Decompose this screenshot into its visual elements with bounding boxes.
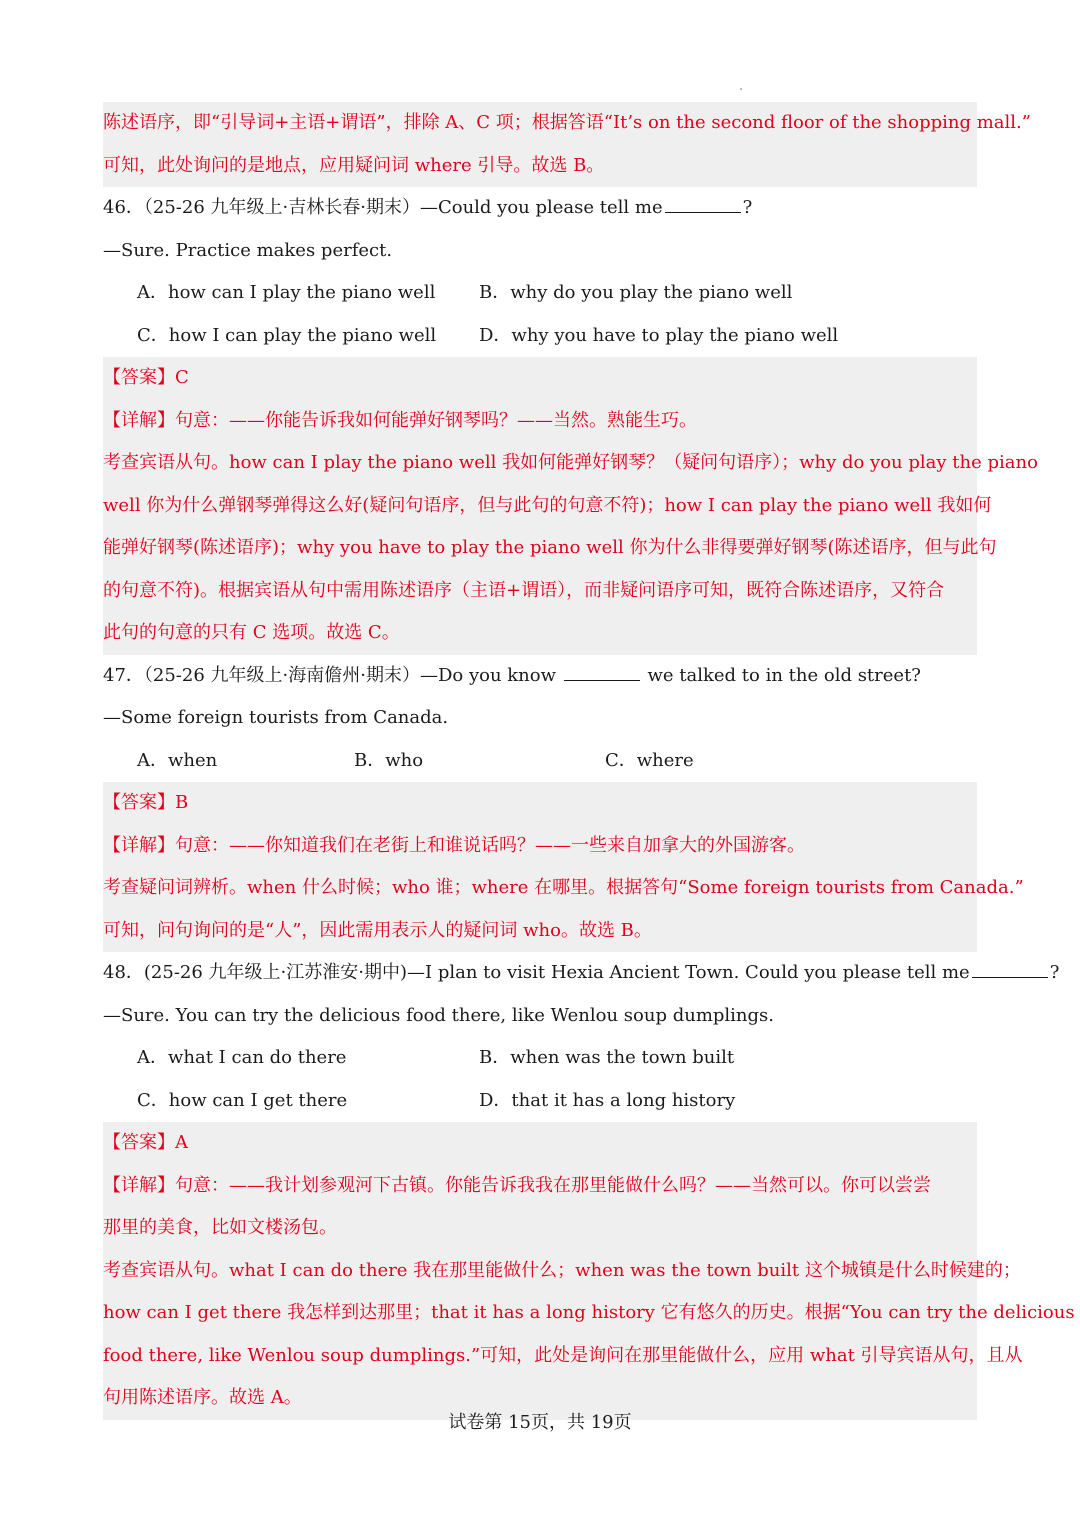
explanation-line: 句用陈述语序。故选 A。 <box>103 1387 302 1408</box>
option-d: D．that it has a long history <box>479 1089 736 1111</box>
scan-dot <box>740 88 742 90</box>
q48-stem-end: ? <box>1049 962 1060 983</box>
explanation-line: 【详解】句意：——我计划参观河下古镇。你能告诉我我在那里能做什么吗？——当然可以。你可以尝尝 <box>103 1174 931 1196</box>
explanation-line: 考查宾语从句。what I can do there 我在那里能做什么；when was the town built 这个城镇是什么时候建的； <box>103 1259 1021 1281</box>
q47-stem-end: we talked to in the old street? <box>647 664 921 686</box>
q46-options-row <box>103 272 977 315</box>
explanation-line: how can I get there 我怎样到达那里；that it has a long history 它有悠久的历史。根据“You can try the delicious <box>103 1302 1075 1323</box>
q46-options-row <box>103 315 977 358</box>
q48-reply: —Sure. You can try the delicious food there, like Wenlou soup dumplings. <box>103 1004 775 1026</box>
q46-stem-end: ? <box>742 197 753 218</box>
q48-stem <box>103 952 1060 995</box>
explanation-line: 那里的美食，比如文楼汤包。 <box>103 1217 337 1238</box>
q46-reply: —Sure. Practice makes perfect. <box>103 239 393 261</box>
option-c: C．where <box>605 749 694 771</box>
option-c: C．how I can play the piano well <box>137 324 437 346</box>
explanation-line: 陈述语序，即“引导词+主语+谓语”，排除 A、C 项；根据答语“It’s on the second floor of the shopping mall.” <box>103 112 1031 133</box>
q46-stem-text: 46．（25-26 九年级上·吉林长春·期末）—Could you please tell me <box>103 197 663 218</box>
answer-line: 【答案】B <box>103 792 189 813</box>
explanation-line: 此句的句意的只有 C 选项。故选 C。 <box>103 622 400 643</box>
explanation-line: 【详解】句意：——你能告诉我如何能弹好钢琴吗？——当然。熟能生巧。 <box>103 409 697 431</box>
q46-stem <box>103 187 977 230</box>
explanation-line: 考查宾语从句。how can I play the piano well 我如何能弹好钢琴？（疑问句语序）；why do you play the piano <box>103 452 1038 473</box>
answer-blank <box>665 198 741 213</box>
q47-reply: —Some foreign tourists from Canada. <box>103 707 449 728</box>
q48-options-row <box>103 1080 977 1123</box>
explanation-line: 能弹好钢琴(陈述语序)；why you have to play the piano well 你为什么非得要弹好钢琴(陈述语序，但与此句 <box>103 537 997 558</box>
q47-stem-text: 47．（25-26 九年级上·海南儋州·期末）—Do you know <box>103 664 557 686</box>
page-footer: 试卷第 15页，共 19页 <box>448 1412 632 1433</box>
document-body <box>103 102 1075 1420</box>
q48-stem-text: 48．(25-26 九年级上·江苏淮安·期中)—I plan to visit Hexia Ancient Town. Could you please tell me <box>103 962 970 983</box>
answer-line: 【答案】C <box>103 367 189 388</box>
q47-stem <box>103 655 977 698</box>
option-a: A．when <box>137 749 218 771</box>
q48-options-row <box>103 1037 977 1080</box>
explanation-line: food there, like Wenlou soup dumplings.”可知，此处是询问在那里能做什么，应用 what 引导宾语从句，且从 <box>103 1344 1023 1366</box>
option-a: A．what I can do there <box>137 1047 347 1068</box>
q47-options-row <box>103 740 977 783</box>
option-d: D．why you have to play the piano well <box>479 324 839 346</box>
option-a: A．how can I play the piano well <box>137 282 436 303</box>
option-b: B．when was the town built <box>479 1047 735 1068</box>
option-c: C．how can I get there <box>137 1089 348 1111</box>
explanation-line: 可知，此处询问的是地点，应用疑问词 where 引导。故选 B。 <box>103 154 605 176</box>
explanation-line: 的句意不符)。根据宾语从句中需用陈述语序（主语+谓语），而非疑问语序可知，既符合陈述语序，又符合 <box>103 579 945 601</box>
answer-blank <box>972 963 1048 978</box>
q46-explanation-block <box>103 357 1038 655</box>
answer-line: 【答案】A <box>103 1132 188 1153</box>
explanation-line: 考查疑问词辨析。when 什么时候；who 谁；where 在哪里。根据答句“Some foreign tourists from Canada.” <box>103 877 1024 898</box>
answer-blank <box>564 666 640 681</box>
option-b: B．why do you play the piano well <box>479 282 793 303</box>
q48-explanation-block <box>103 1122 1075 1420</box>
explanation-line: 【详解】句意：——你知道我们在老街上和谁说话吗？——一些来自加拿大的外国游客。 <box>103 834 805 856</box>
option-b: B．who <box>354 749 424 771</box>
explanation-line: 可知，问句询问的是“人”，因此需用表示人的疑问词 who。故选 B。 <box>103 919 652 941</box>
explanation-line: well 你为什么弹钢琴弹得这么好(疑问句语序，但与此句的句意不符)；how I can play the piano well 我如何 <box>103 494 992 516</box>
q45-explanation-block <box>103 102 1031 187</box>
q47-explanation-block <box>103 782 1024 952</box>
